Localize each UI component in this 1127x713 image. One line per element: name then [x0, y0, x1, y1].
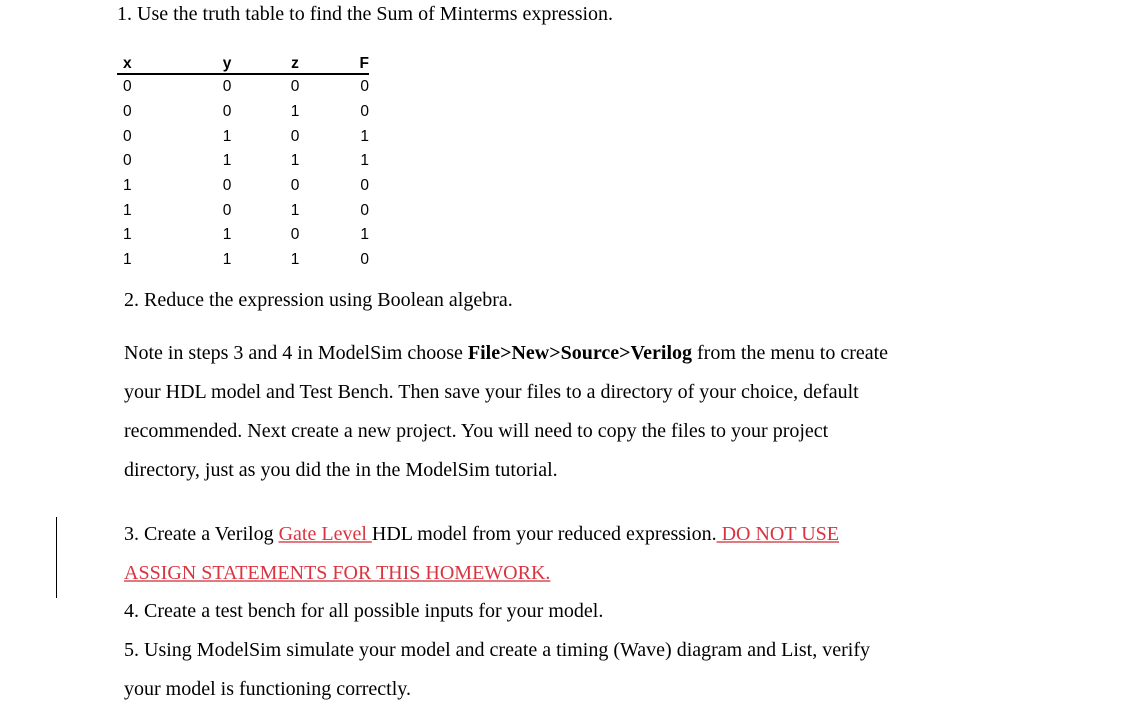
- question-2: 2. Reduce the expression using Boolean algebra.: [124, 289, 513, 311]
- cell-f: 0: [360, 251, 369, 269]
- truth-table: [117, 53, 369, 273]
- cell-f: 0: [360, 201, 369, 219]
- cell-x: 1: [123, 226, 132, 244]
- cell-y: 0: [222, 103, 232, 121]
- question-3-line-1: [124, 522, 839, 546]
- table-row: [117, 248, 369, 273]
- note-line-3: recommended. Next create a new project. You will need to copy the files to your project: [124, 420, 829, 442]
- cell-f: 0: [360, 103, 369, 121]
- cell-z: 0: [290, 127, 300, 145]
- table-row: [117, 100, 369, 125]
- cell-z: 1: [290, 103, 300, 121]
- cell-f: 1: [360, 226, 369, 244]
- q3-mid: HDL model from your reduced expression.: [371, 523, 717, 545]
- gate-level-tracked-text: Gate Level: [278, 523, 372, 545]
- cell-x: 1: [123, 251, 132, 269]
- question-5-line-1: 5. Using ModelSim simulate your model and create a timing (Wave) diagram and List, verify: [124, 639, 870, 661]
- header-x: x: [117, 53, 193, 74]
- note-line-2: your HDL model and Test Bench. Then save your files to a directory of your choice, default: [124, 381, 859, 403]
- question-1: 1. Use the truth table to find the Sum of Minterms expression.: [117, 3, 614, 25]
- cell-y: 0: [222, 177, 232, 195]
- note-line-4: directory, just as you did the in the ModelSim tutorial.: [124, 459, 558, 481]
- cell-z: 1: [290, 152, 300, 170]
- note-post: from the menu to create: [692, 342, 889, 364]
- cell-x: 0: [123, 103, 132, 121]
- q3-pre: 3. Create a Verilog: [124, 523, 279, 545]
- table-row: [117, 149, 369, 174]
- cell-y: 1: [222, 226, 232, 244]
- note-line-1: [124, 341, 888, 365]
- cell-x: 0: [123, 127, 132, 145]
- table-row: [117, 174, 369, 199]
- header-z: z: [261, 53, 329, 74]
- table-row: [117, 124, 369, 149]
- cell-z: 0: [290, 226, 300, 244]
- table-row: [117, 74, 369, 100]
- cell-x: 1: [123, 201, 132, 219]
- table-row: [117, 223, 369, 248]
- question-3-line-2: ASSIGN STATEMENTS FOR THIS HOMEWORK.: [124, 562, 551, 584]
- note-menu-path: File>New>Source>Verilog: [467, 342, 693, 364]
- cell-f: 0: [360, 177, 369, 195]
- cell-z: 0: [290, 78, 300, 96]
- question-4: 4. Create a test bench for all possible inputs for your model.: [124, 600, 604, 622]
- cell-z: 0: [290, 177, 300, 195]
- do-not-use-tracked-text: DO NOT USE: [716, 523, 840, 545]
- cell-y: 1: [222, 127, 232, 145]
- cell-f: 1: [360, 127, 369, 145]
- table-row: [117, 198, 369, 223]
- cell-y: 1: [222, 152, 232, 170]
- cell-f: 0: [360, 78, 369, 96]
- cell-f: 1: [360, 152, 369, 170]
- table-header: [117, 53, 369, 74]
- cell-z: 1: [290, 251, 300, 269]
- cell-z: 1: [290, 201, 300, 219]
- cell-y: 0: [222, 78, 232, 96]
- cell-x: 0: [123, 152, 132, 170]
- question-5-line-2: your model is functioning correctly.: [124, 678, 411, 700]
- note-pre: Note in steps 3 and 4 in ModelSim choose: [124, 342, 468, 364]
- cell-y: 1: [222, 251, 232, 269]
- header-y: y: [193, 53, 261, 74]
- change-bar: [56, 517, 57, 598]
- header-f: F: [329, 53, 369, 74]
- cell-x: 1: [123, 177, 132, 195]
- cell-y: 0: [222, 201, 232, 219]
- cell-x: 0: [123, 78, 132, 96]
